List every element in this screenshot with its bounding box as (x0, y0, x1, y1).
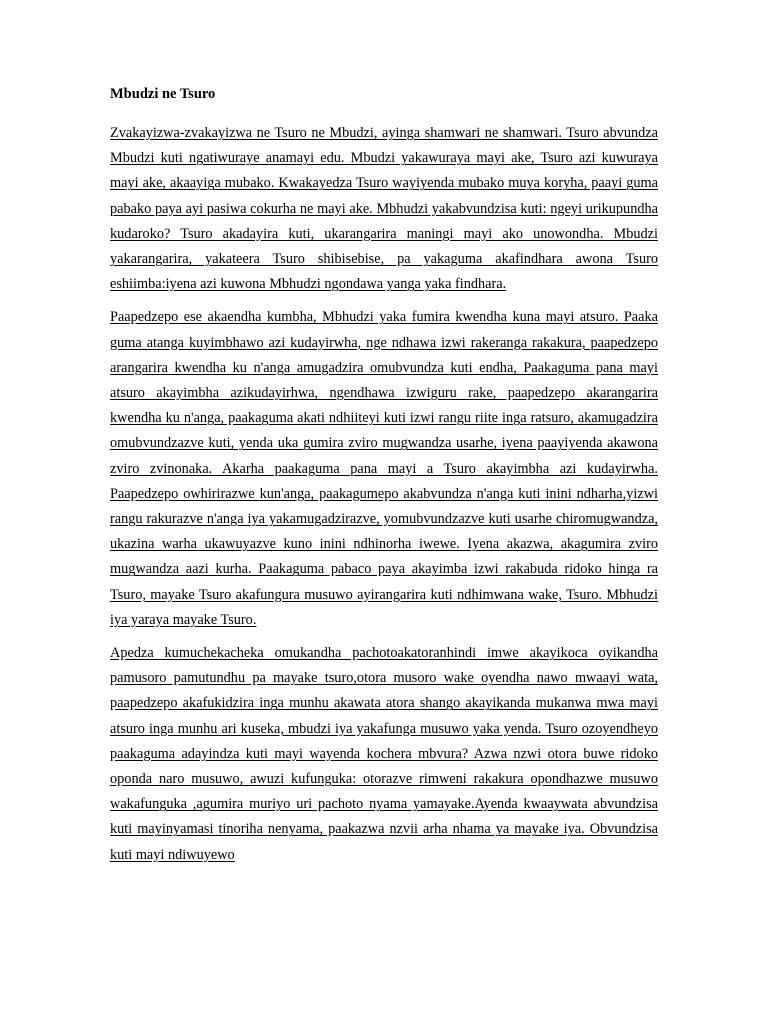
document-page (110, 84, 658, 876)
paragraph-2: Paapedzepo ese akaendha kumbha, Mbhudzi yaka fumira kwendha kuna mayi atsuro. Paaka guma atanga kuyimbhawo azi kudayirwha, nge ndhawa izwi rakeranga rakakura, paapedzepo arangarira kwendha ku n'anga amugadzira omubvundza kuti endha, Paakaguma pana mayi atsuro akayimbha azikudayirhwa, ngendhawa izwiguru rake, paapedzepo akarangarira kwendha ku n'anga, paakaguma akati ndhiiteyi kuti izwi rangu riite inga ratsuro, akamugadzira omubvundzazve kuti, yenda uka gumira zviro mugwandza usarhe, iyena paayiyenda akawona zviro zvinonaka. Akarha paakaguma pana mayi a Tsuro akayimbha azi kudayirwha. Paapedzepo owhirirazwe kun'anga, paakagumepo akabvundza n'anga kuti inini ndharha,yizwi rangu rakurazve n'anga iya yakamugadzirazve, yomubvundzazve kuti usarhe chiromugwandza, ukazina warha ukawuyazve kuno inini ndhinorha iwewe. Iyena akazwa, akagumira zviro mugwandza aazi kurha. Paakaguma pabaco paya akayimba izwi rakabuda ridoko hinga ra Tsuro, mayake Tsuro akafungura musuwo ayirangarira kuti ndhimwana wake, Tsuro. Mbhudzi iya yaraya mayake Tsuro. (110, 309, 658, 628)
paragraph-3: Apedza kumuchekacheka omukandha pachotoakatoranhindi imwe akayikoca oyikandha pamusoro pamutundhu pa mayake tsuro,otora musoro wake oyendha nawo mwaayi wata, paapedzepo akafukidzira inga munhu akawata atora shango akayikanda mukanwa mwa mayi atsuro inga munhu ari kuseka, mbudzi iya yakafunga musuwo yaka yenda. Tsuro ozoyendheyo paakaguma adayindza kuti mayi wayenda kochera mbvura? Azwa nzwi otora buwe ridoko oponda naro musuwo, awuzi kufunguka: otorazve rimweni rakakura opondhazwe musuwo wakafunguka ,agumira muriyo uri pachoto nyama yamayake.Ayenda kwaaywata abvundzisa kuti mayinyamasi tinoriha nenyama, paakazwa nzvii arha nhama ya mayake iya. Obvundzisa kuti mayi ndiwuyewo (110, 645, 658, 863)
paragraph-1: Zvakayizwa-zvakayizwa ne Tsuro ne Mbudzi, ayinga shamwari ne shamwari. Tsuro abvundza Mbudzi kuti ngatiwuraye anamayi edu. Mbudzi yakawuraya mayi ake, Tsuro azi kuwuraya mayi ake, akaayiga mubako. Kwakayedza Tsuro wayiyenda mubako muya koryha, paayi guma pabako paya ayi pasiwa cokurha ne mayi ake. Mbhudzi yakabvundzisa kuti: ngeyi urikupundha kudaroko? Tsuro akadayira kuti, ukarangarira maningi mayi ako unowondha. Mbudzi yakarangarira, yakateera Tsuro shibisebise, pa yakaguma akafindhara awona Tsuro eshiimba:iyena azi kuwona Mbhudzi ngondawa yanga yaka findhara. (110, 125, 658, 293)
document-title: Mbudzi ne Tsuro (110, 86, 216, 102)
